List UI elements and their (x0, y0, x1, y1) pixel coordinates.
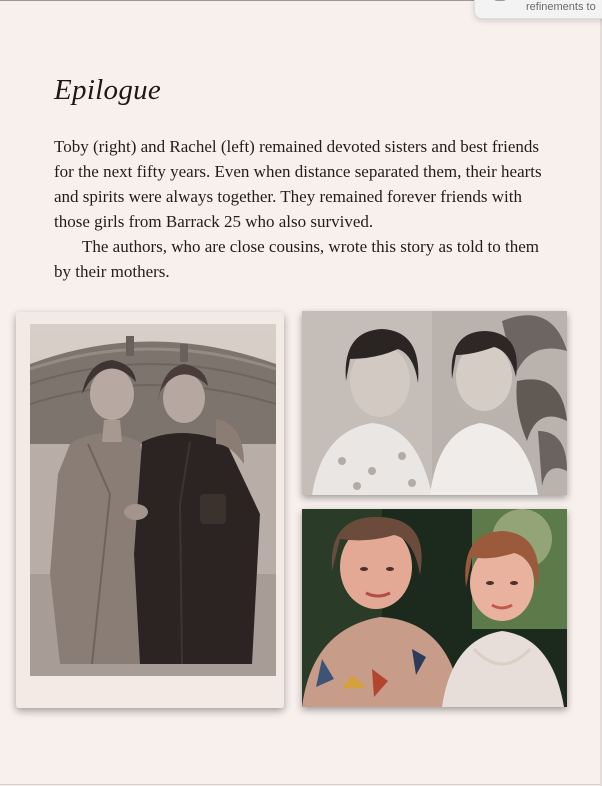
photo-sisters-older (302, 509, 567, 707)
paragraph-1: Toby (right) and Rachel (left) remained devoted sisters and best friends for the next fifty years. Even when distance separated them, their hearts and spirits were always together. They remained forever friends with those girls from Barrack 25 who also survived. (54, 137, 542, 231)
epilogue-text (54, 134, 554, 284)
photo-sisters-young (16, 312, 284, 708)
page-title: Epilogue (54, 74, 162, 106)
bottom-border (0, 784, 600, 785)
photo-sisters-midlife (302, 311, 567, 495)
photo-sisters-young-image (30, 324, 276, 676)
photo-sisters-midlife-image (302, 311, 567, 495)
notification-toast[interactable] (474, 0, 602, 19)
notification-icon (493, 0, 507, 1)
notification-text: refinements to (526, 1, 596, 13)
paragraph-2: The authors, who are close cousins, wrote this story as told to them by their mothers. (54, 237, 540, 281)
photo-sisters-older-image (302, 509, 567, 707)
